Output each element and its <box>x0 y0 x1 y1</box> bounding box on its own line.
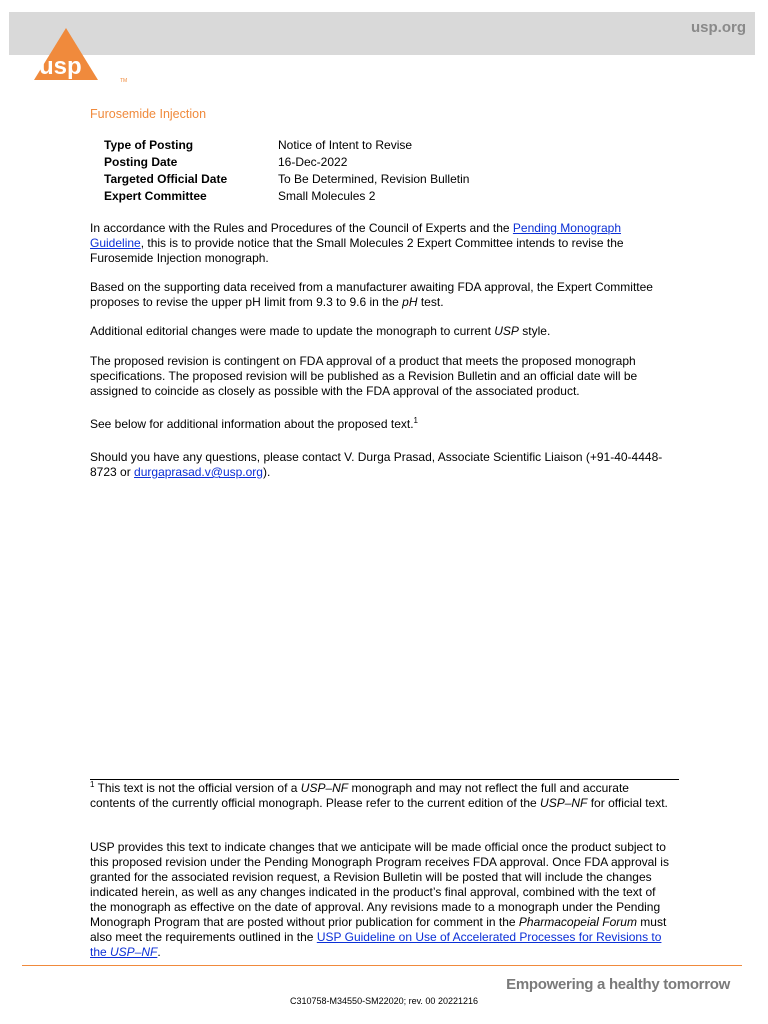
document-title: Furosemide Injection <box>90 107 207 121</box>
meta-row-type <box>104 137 469 154</box>
site-url[interactable]: usp.org <box>691 19 746 36</box>
meta-value: Notice of Intent to Revise <box>278 138 413 152</box>
paragraph-proposal: Based on the supporting data received from a manufacturer awaiting FDA approval, the Expert Committee proposes to revise the upper pH limit from 9.3 to 9.6 in the pH test. <box>90 280 653 309</box>
meta-value: To Be Determined, Revision Bulletin <box>278 172 470 186</box>
meta-row-official-date <box>104 171 469 188</box>
meta-row-committee <box>104 188 469 205</box>
paragraph-editorial: Additional editorial changes were made to update the monograph to current USP style. <box>90 324 551 338</box>
svg-text:usp: usp <box>39 53 82 80</box>
paragraph-contingency: The proposed revision is contingent on FDA approval of a product that meets the proposed monograph specifications. The proposed revision will be published as a Revision Bulletin and an official date will be assigned to coincide as closely as possible with the FDA approval of the associated product. <box>90 354 638 398</box>
pending-program-notice: USP provides this text to indicate changes that we anticipate will be made official once the product subject to this proposed revision under the Pending Monograph Program receives FDA approval. Once FDA approval is granted for the associated revision request, a Revision Bulletin will be posted that will include the changes indicated herein, as well as any changes indicated in the product’s final approval, combined with the text of the monograph as effective on the date of approval. Any revisions made to a monograph under the Pending Monograph Program that are posted without prior publication for comment in the Pharmacopeial Forum must also meet the requirements outlined in the USP Guideline on Use of Accelerated Processes for Revisions to the USP–NF. <box>90 840 669 959</box>
paragraph-intro: In accordance with the Rules and Procedures of the Council of Experts and the Pending Monograph Guideline, this is to provide notice that the Small Molecules 2 Expert Committee intends to revise the Furosemide Injection monograph. <box>90 221 624 265</box>
meta-key: Type of Posting <box>104 138 194 152</box>
meta-row-date <box>104 154 469 171</box>
usp-guideline-link[interactable]: USP Guideline on Use of Accelerated Processes for Revisions to the USP–NF <box>90 930 662 959</box>
meta-key: Posting Date <box>104 155 178 169</box>
paragraph-contact: Should you have any questions, please contact V. Durga Prasad, Associate Scientific Liaison (+91-40-4448-8723 or durgaprasad.v@usp.org). <box>90 450 663 479</box>
pending-monograph-guideline-link[interactable]: Pending Monograph Guideline <box>90 221 622 250</box>
posting-metadata <box>104 137 469 205</box>
footnote: $^1$ This text is not the official version of a USP–NF monograph and may not reflect the full and accurate contents of the currently official monograph. Please refer to the current edition of the USP–NF for official text. <box>90 780 668 810</box>
meta-value: Small Molecules 2 <box>278 189 376 203</box>
document-id: C310758-M34550-SM22020; rev. 00 20221216 <box>290 996 478 1006</box>
tagline: Empowering a healthy tomorrow <box>506 976 730 993</box>
meta-key: Targeted Official Date <box>104 172 228 186</box>
contact-email-link[interactable]: durgaprasad.v@usp.org <box>134 465 263 479</box>
footnote-divider <box>90 779 679 780</box>
usp-logo <box>34 28 134 84</box>
footer-divider <box>22 965 742 966</box>
paragraph-see-below: See below for additional information about the proposed text.$^1$ <box>90 416 418 431</box>
meta-key: Expert Committee <box>104 189 207 203</box>
meta-value: 16-Dec-2022 <box>278 155 348 169</box>
svg-text:TM: TM <box>120 78 128 84</box>
